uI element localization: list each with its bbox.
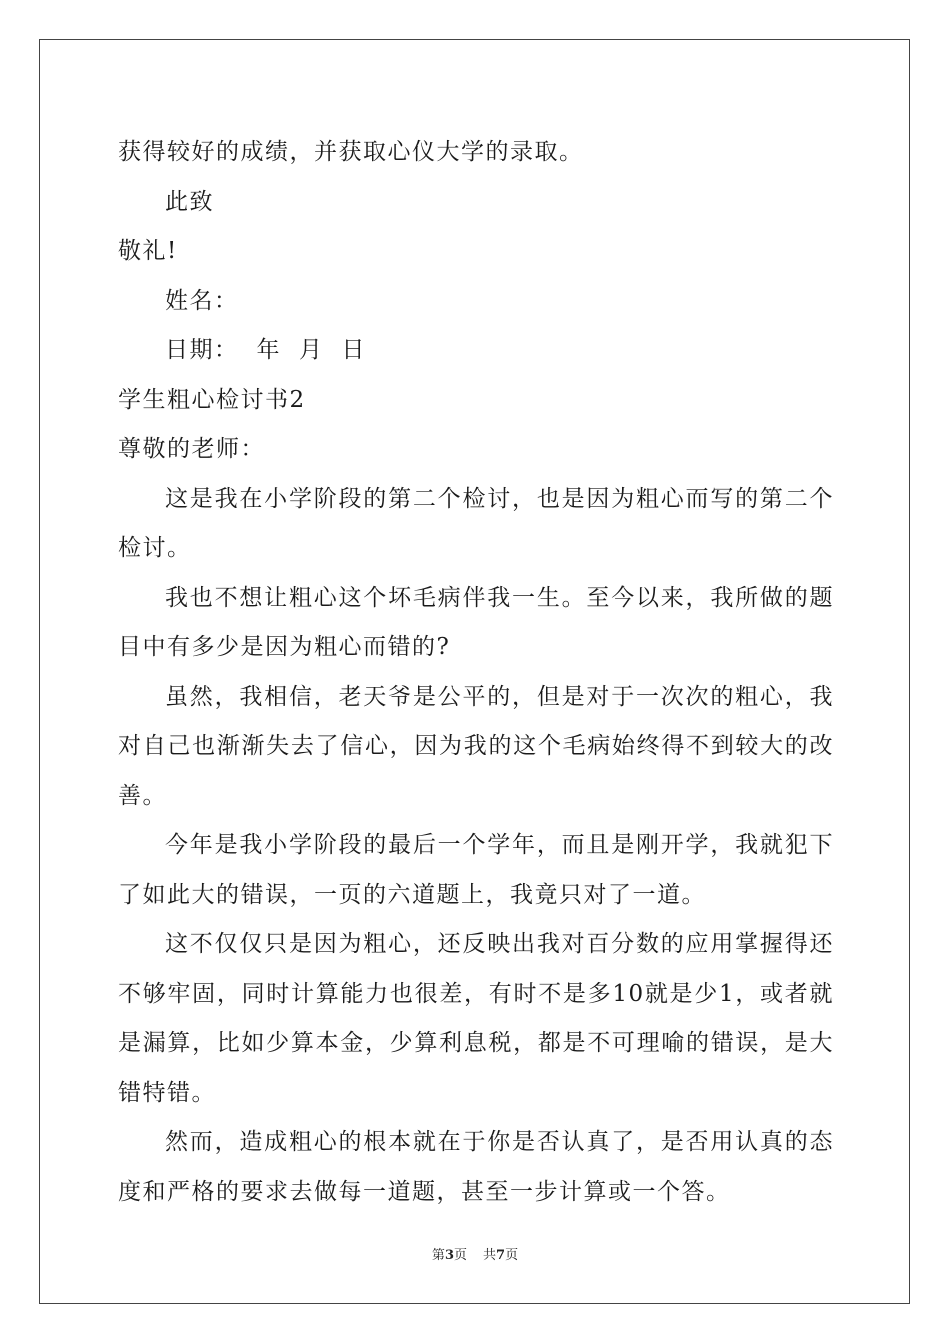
page-current: 3 bbox=[444, 1248, 454, 1263]
name-label: 姓名： bbox=[165, 287, 239, 314]
section-title: 学生粗心检讨书2 bbox=[118, 386, 306, 413]
document-body bbox=[118, 128, 834, 1217]
page-total: 7 bbox=[496, 1248, 506, 1263]
paragraph: 然而，造成粗心的根本就在于你是否认真了，是否用认真的态度和严格的要求去做每一道题，甚至一步计算或一个答。 bbox=[118, 1129, 834, 1205]
date-year: 年 bbox=[256, 337, 281, 363]
page-footer bbox=[0, 1244, 950, 1263]
page-suffix: 页 bbox=[453, 1248, 467, 1263]
letter-line: 获得较好的成绩，并获取心仪大学的录取。 bbox=[118, 139, 584, 165]
paragraph: 虽然，我相信，老天爷是公平的，但是对于一次次的粗心，我对自己也渐渐失去了信心，因为我的这个毛病始终得不到较大的改善。 bbox=[118, 683, 834, 809]
closing-ci-zhi: 此致 bbox=[165, 188, 214, 215]
date-line bbox=[118, 326, 834, 376]
closing-jing-li: 敬礼! bbox=[118, 238, 178, 264]
date-day: 日 bbox=[341, 337, 366, 363]
date-label: 日期： bbox=[165, 337, 239, 363]
paragraph: 这不仅仅只是因为粗心，还反映出我对百分数的应用掌握得还不够牢固，同时计算能力也很差，有时不是多10就是少1，或者就是漏算，比如少算本金，少算利息税，都是不可理喻的错误，是大错特错。 bbox=[118, 931, 834, 1106]
salutation: 尊敬的老师： bbox=[118, 436, 265, 462]
date-month: 月 bbox=[299, 337, 324, 363]
total-prefix: 共 bbox=[483, 1248, 497, 1263]
total-suffix: 页 bbox=[505, 1248, 519, 1263]
paragraph: 这是我在小学阶段的第二个检讨，也是因为粗心而写的第二个检讨。 bbox=[118, 485, 834, 561]
page-prefix: 第 bbox=[431, 1248, 445, 1263]
paragraph: 我也不想让粗心这个坏毛病伴我一生。至今以来，我所做的题目中有多少是因为粗心而错的? bbox=[118, 584, 834, 660]
paragraph: 今年是我小学阶段的最后一个学年，而且是刚开学，我就犯下了如此大的错误，一页的六道题上，我竟只对了一道。 bbox=[118, 832, 834, 908]
